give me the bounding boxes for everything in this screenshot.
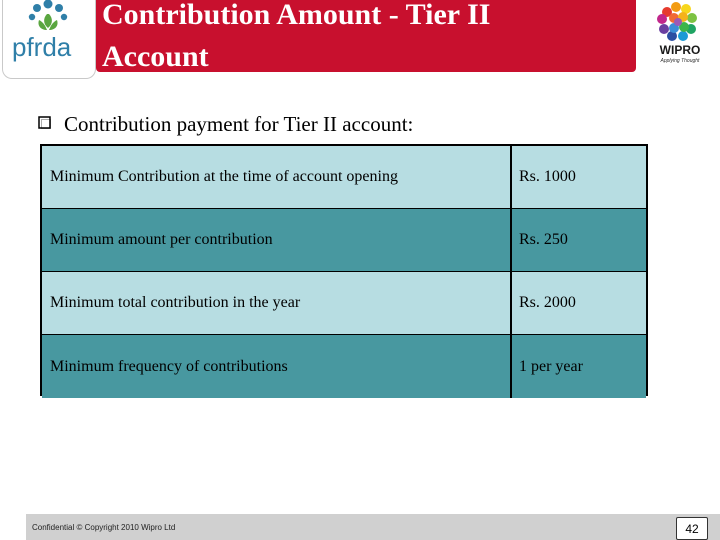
row-label: Minimum Contribution at the time of account opening bbox=[42, 146, 512, 208]
row-label: Minimum frequency of contributions bbox=[42, 335, 512, 398]
contribution-table bbox=[40, 144, 648, 396]
row-label: Minimum total contribution in the year bbox=[42, 272, 512, 334]
slide-title bbox=[102, 0, 622, 78]
slide-title-line-1: Contribution Amount - Tier II bbox=[102, 0, 491, 31]
wipro-logo-text: WIPRO bbox=[659, 43, 701, 57]
wipro-logo bbox=[640, 0, 720, 74]
wipro-rainbow-flower-icon bbox=[640, 0, 720, 74]
table-row bbox=[42, 146, 646, 209]
bullet-text: Contribution payment for Tier II account: bbox=[64, 112, 414, 136]
row-value: 1 per year bbox=[519, 357, 583, 375]
pfrda-logo-text: pfrda bbox=[12, 32, 72, 62]
row-value: Rs. 2000 bbox=[519, 294, 576, 311]
footer-copyright: Confidential © Copyright 2010 Wipro Ltd bbox=[32, 523, 176, 532]
slide-title-line-2: Account bbox=[102, 40, 209, 73]
table-row bbox=[42, 272, 646, 335]
pfrda-logo bbox=[2, 0, 96, 79]
page-number: 42 bbox=[676, 517, 708, 540]
pfrda-emblem-icon bbox=[3, 0, 95, 78]
square-bullet-icon bbox=[38, 116, 52, 130]
wipro-tagline: Applying Thought bbox=[660, 58, 700, 64]
row-value: Rs. 1000 bbox=[519, 168, 576, 185]
row-label: Minimum amount per contribution bbox=[42, 209, 512, 271]
row-value: Rs. 250 bbox=[519, 231, 568, 248]
table-row bbox=[42, 209, 646, 272]
table-row bbox=[42, 335, 646, 398]
